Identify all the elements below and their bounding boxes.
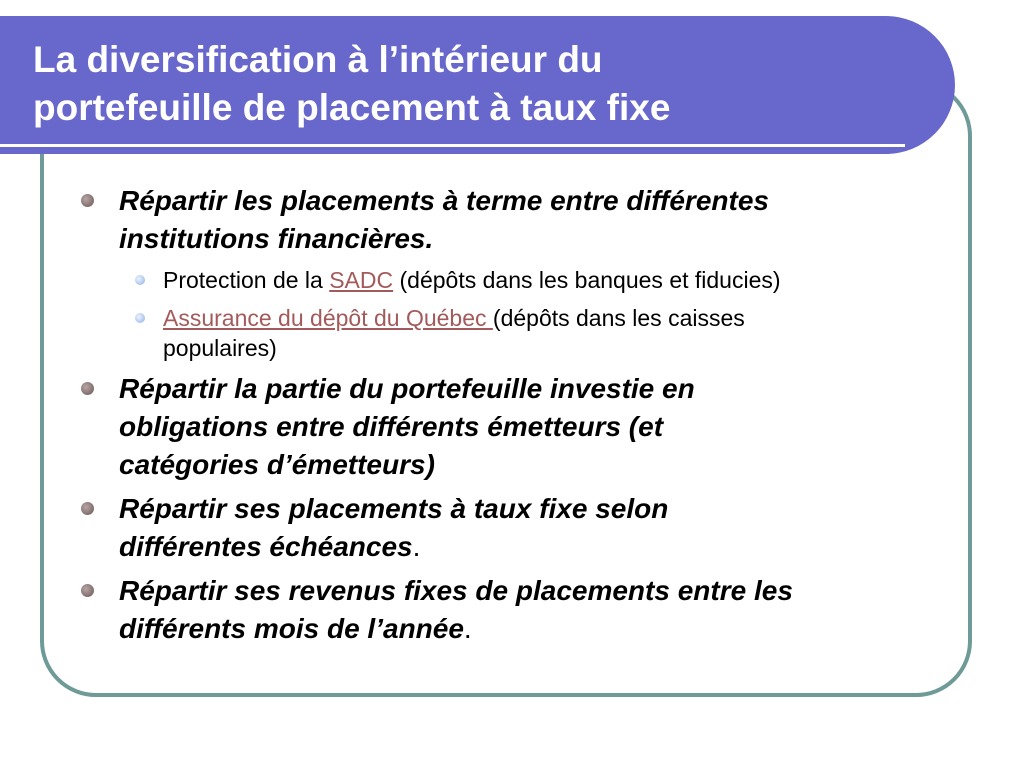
bullet-text-line: institutions financières. [119, 223, 434, 254]
bullet-text-line: obligations entre différents émetteurs (et [119, 411, 664, 442]
title-line-2: portefeuille de placement à taux fixe [33, 87, 671, 128]
bullet-text-line: Répartir les placements à terme entre différentes [119, 185, 769, 216]
bullet-text-line: Répartir la partie du portefeuille investie en [119, 373, 695, 404]
subbullet-assurance-depot [163, 303, 943, 363]
bullet-text-line: Répartir ses revenus fixes de placements entre les [119, 575, 793, 606]
bullet-text-line: catégories d’émetteurs) [119, 449, 435, 480]
subbullet-sadc [163, 265, 943, 295]
bullet-text-line: différents mois de l’année [119, 613, 464, 644]
bullet-text-line: Répartir ses placements à taux fixe selon [119, 493, 669, 524]
subbullet-text: populaires) [163, 335, 277, 361]
bullet-period: . [412, 531, 421, 562]
subbullet-text: (dépôts dans les banques et fiducies) [393, 267, 781, 293]
bullet-text-line: différentes échéances [119, 531, 413, 562]
sub-bullet-dot-icon [135, 275, 145, 285]
bullet-dot-icon [81, 584, 94, 597]
bullet-diversify-institutions [119, 182, 949, 258]
bullet-diversify-maturities [119, 490, 949, 566]
bullet-dot-icon [81, 382, 94, 395]
bullet-dot-icon [81, 502, 94, 515]
bullet-period: . [463, 613, 472, 644]
subbullet-text: (dépôts dans les caisses [492, 305, 745, 331]
assurance-depot-quebec-link[interactable]: Assurance du dépôt du Québec [163, 305, 493, 331]
bullet-diversify-income-months [119, 572, 949, 648]
sub-bullet-dot-icon [135, 313, 145, 323]
bullet-diversify-bonds [119, 370, 949, 484]
slide-title [33, 36, 670, 132]
sadc-link[interactable]: SADC [329, 267, 394, 293]
title-banner [0, 16, 955, 154]
title-line-1: La diversification à l’intérieur du [33, 39, 603, 80]
bullet-dot-icon [81, 194, 94, 207]
subbullet-text: Protection de la [163, 267, 330, 293]
title-underline [0, 144, 905, 147]
